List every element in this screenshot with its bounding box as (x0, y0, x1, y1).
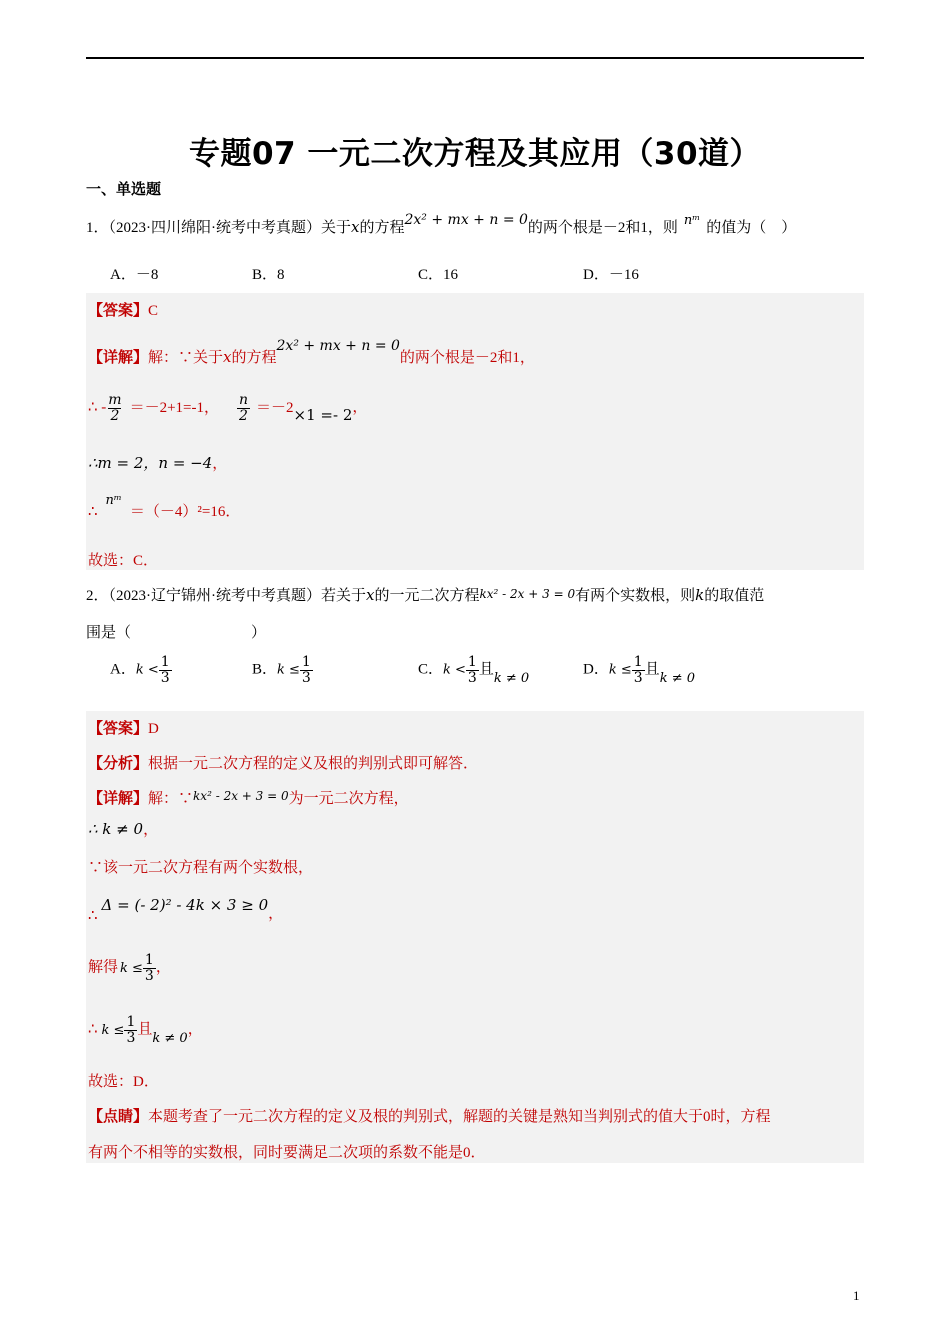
detail-text: 为一元二次方程， (288, 791, 409, 807)
option-value: －8 (135, 267, 159, 283)
fraction-one-third (300, 655, 313, 685)
answer-line (88, 717, 159, 738)
option-d (583, 655, 695, 685)
fraction-denominator: 2 (110, 407, 120, 424)
option-relation: k < (443, 662, 466, 678)
detail-text: 且 (137, 1021, 153, 1038)
detail-text: 的两个根是－2和1， (399, 350, 535, 366)
detail-text: ＝－2+1=-1， (129, 399, 219, 416)
detail-text: 的方程 (231, 350, 277, 366)
variable-x: x (366, 586, 375, 604)
question-text: 的值为（ ） (706, 220, 797, 236)
therefore-symbol: ∴ - (88, 399, 107, 416)
detail-text: ， (187, 1021, 203, 1038)
fraction-numerator: n (239, 392, 249, 408)
option-c (418, 655, 529, 685)
therefore-symbol: ∴ (88, 908, 98, 924)
detail-line-4 (88, 894, 284, 924)
detail-text: ＝（－4）²=16． (129, 504, 241, 520)
analysis-text: 根据一元二次方程的定义及根的判别式即可解答． (148, 756, 479, 772)
equation: 2x² + mx + n = 0 (404, 212, 528, 228)
fraction-m-over-2 (106, 393, 123, 423)
option-label: C． (418, 661, 444, 678)
detail-text: ， (268, 906, 284, 922)
fraction-one-third (466, 655, 479, 685)
equation: kx² - 2x + 3 = 0 (193, 789, 289, 803)
equation: k ≤ (120, 960, 143, 976)
analysis-line (88, 752, 478, 773)
comment-tag: 【点睛】 (88, 1109, 149, 1125)
page-number: 1 (853, 1288, 860, 1303)
equation: k ≤ (101, 1022, 125, 1038)
detail-text: 解：∵ (148, 791, 194, 807)
detail-line-5: 故选：C． (88, 553, 159, 569)
equation: ∴m = 2，n = −4 (88, 454, 213, 472)
option-label: B． (252, 267, 278, 283)
fraction-one-third (632, 655, 645, 685)
detail-text: 解得 (88, 959, 119, 976)
option-relation: k ≤ (608, 662, 632, 678)
fraction-numerator: 1 (633, 654, 643, 670)
fraction-one-third (143, 953, 156, 983)
equation: ×1 =- 2 (293, 405, 353, 424)
option-relation: k ≤ (277, 662, 300, 678)
option-label: D． (583, 661, 609, 678)
detail-line-3 (88, 452, 227, 473)
fraction-n-over-2 (237, 393, 250, 423)
fraction-denominator: 2 (239, 407, 248, 424)
equation: k ≠ 0 (152, 1030, 188, 1046)
comment-line-1 (88, 1105, 771, 1126)
fraction-numerator: 1 (301, 654, 311, 670)
question-2 (86, 584, 764, 605)
detail-tag: 【详解】 (88, 350, 149, 366)
option-label: C． (418, 267, 444, 283)
fraction-denominator: 3 (301, 669, 311, 686)
option-value: －16 (608, 267, 639, 283)
answer-box-2 (86, 711, 864, 1163)
question-number: 1． (86, 220, 109, 236)
option-label: A． (110, 267, 136, 283)
comment-line-2: 有两个不相等的实数根，同时要满足二次项的系数不能是0． (88, 1145, 486, 1161)
answer-tag: 【答案】 (88, 303, 149, 319)
equation: 2x² + mx + n = 0 (276, 338, 400, 354)
equation: ∴ k ≠ 0 (88, 820, 144, 838)
option-b (252, 263, 285, 284)
fraction-denominator: 3 (467, 669, 477, 686)
option-b (252, 655, 313, 685)
option-condition: k ≠ 0 (493, 670, 530, 686)
detail-text: ， (143, 822, 159, 838)
fraction-denominator: 3 (160, 669, 170, 686)
question-source: （2023·四川绵阳·统考中考真题）关于 (108, 220, 352, 236)
fraction-numerator: 1 (144, 952, 154, 968)
option-value: 16 (443, 267, 459, 283)
question-source: （2023·辽宁锦州·统考中考真题）若关于 (108, 588, 367, 604)
detail-tag: 【详解】 (88, 791, 149, 807)
header-rule (86, 57, 864, 59)
option-label: A． (110, 661, 136, 678)
option-condition: k ≠ 0 (659, 670, 695, 686)
fraction-denominator: 3 (144, 967, 154, 984)
option-d (583, 263, 639, 284)
option-label: D． (583, 267, 609, 283)
option-relation: k < (135, 662, 159, 678)
fraction-one-third (124, 1015, 137, 1045)
answer-value: C (148, 303, 159, 319)
equation: Δ = (- 2)² - 4k × 3 ≥ 0 (101, 896, 269, 914)
detail-line-6 (88, 1015, 203, 1045)
option-text: 且 (478, 661, 494, 678)
detail-text: ， (352, 399, 368, 416)
variable-x: x (351, 218, 360, 236)
detail-text: ， (155, 959, 171, 976)
option-a (110, 655, 172, 685)
detail-line-1 (88, 787, 409, 808)
question-text: 的两个根是－2和1，则 (527, 220, 678, 236)
answer-tag: 【答案】 (88, 721, 149, 737)
question-text: 的方程 (359, 220, 405, 236)
comment-text: 本题考查了一元二次方程的定义及根的判别式，解题的关键是熟知当判别式的值大于0时，方程 (148, 1109, 771, 1125)
fraction-denominator: 3 (633, 669, 643, 686)
option-c (418, 263, 458, 284)
analysis-tag: 【分析】 (88, 756, 149, 772)
detail-text: 解：∵关于 (148, 350, 224, 366)
detail-line-3: ∵该一元二次方程有两个实数根， (88, 860, 314, 876)
option-label: B． (252, 661, 278, 678)
fraction-numerator: 1 (160, 654, 170, 670)
fraction-denominator: 3 (126, 1029, 136, 1046)
question-1 (86, 212, 797, 237)
therefore-symbol: ∴ (88, 504, 98, 520)
variable-k: k (695, 586, 705, 604)
fraction-numerator: m (108, 392, 122, 408)
page-title: 专题07 一元二次方程及其应用（30道） (188, 136, 762, 172)
detail-line-1 (88, 338, 535, 367)
detail-line-7: 故选：D． (88, 1074, 159, 1090)
power-expression: nᵐ (683, 213, 701, 228)
fraction-numerator: 1 (467, 654, 477, 670)
answer-value: D (148, 721, 159, 737)
detail-text: ， (212, 456, 228, 472)
fraction-numerator: 1 (126, 1014, 136, 1030)
equation: kx² - 2x + 3 = 0 (479, 587, 576, 601)
question-text: 的一元二次方程 (374, 588, 480, 604)
power-expression: nᵐ (105, 493, 122, 508)
detail-line-5 (88, 953, 171, 983)
section-heading: 一、单选题 (86, 182, 162, 198)
variable-x: x (223, 348, 232, 366)
question-number: 2． (86, 588, 109, 604)
option-text: 且 (644, 661, 660, 678)
option-a (110, 263, 158, 284)
fraction-one-third (159, 655, 172, 685)
therefore-symbol: ∴ (88, 1021, 98, 1038)
answer-box-1 (86, 293, 864, 570)
detail-line-4 (88, 493, 241, 521)
detail-text: ＝－2 (256, 399, 294, 416)
option-value: 8 (277, 267, 285, 283)
question-text: 围是（ ） (86, 625, 267, 641)
question-text: 的取值范 (704, 588, 765, 604)
detail-line-2 (88, 818, 158, 839)
detail-line-2 (88, 393, 367, 423)
answer-line (88, 299, 158, 320)
question-text: 有两个实数根，则 (575, 588, 696, 604)
